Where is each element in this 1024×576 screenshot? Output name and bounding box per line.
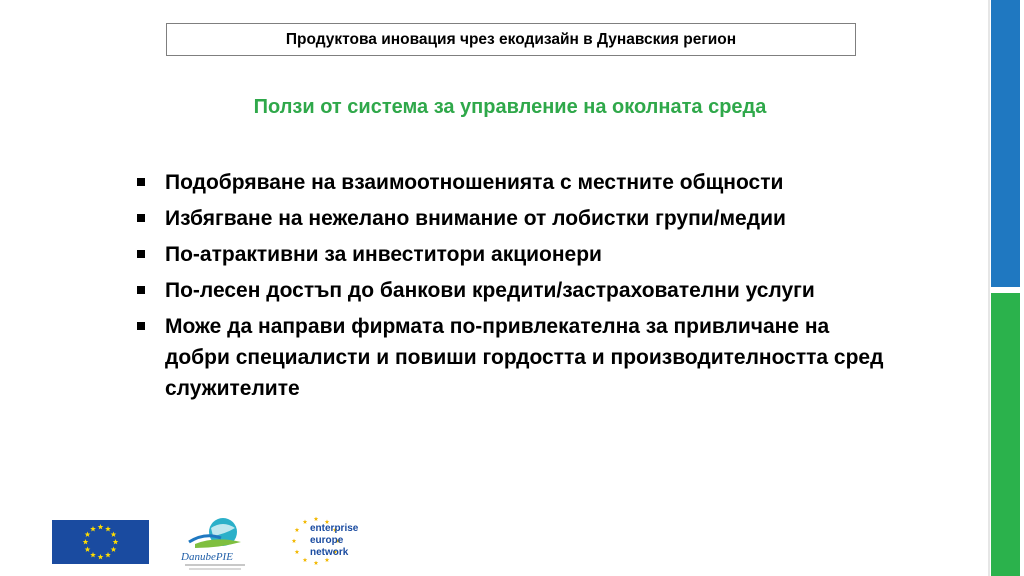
side-bar-green [991,293,1020,576]
een-star-icon [303,520,308,524]
een-star-icon [325,558,330,562]
bullet-text: Може да направи фирмата по-привлекателна за привличане на добри специалисти и повиши гордостта и производителността сред служителите [165,315,884,400]
eu-flag-logo [52,520,149,564]
bullet-square-icon [137,286,145,294]
een-star-icon [292,539,297,543]
een-line3: network [310,547,349,558]
een-star-icon [295,550,300,554]
bullet-text: Подобряване на взаимоотношенията с местните общности [165,171,784,194]
bullet-square-icon [137,214,145,222]
bullet-item [137,203,897,234]
header-title-box [166,23,856,56]
een-star-icon [295,528,300,532]
danubepie-wordmark: DanubePIE [181,551,233,563]
bullet-item [137,275,897,306]
bullet-text: По-лесен достъп до банкови кредити/застрахователни услуги [165,279,815,302]
side-bar-blue [991,0,1020,287]
een-star-icon [303,558,308,562]
bullet-square-icon [137,322,145,330]
bullet-square-icon [137,178,145,186]
slide-subtitle: Ползи от система за управление на околната среда [253,96,767,118]
danubepie-logo [175,514,257,572]
header-title: Продуктова иновация чрез екодизайн в Дунавския регион [285,30,737,48]
enterprise-europe-network-logo [290,514,375,568]
bullet-list [137,167,897,409]
een-line2: europe [310,535,344,546]
een-star-icon [314,517,319,521]
bullet-item [137,167,897,198]
bullet-item [137,311,897,404]
bullet-text: Избягване на нежелано внимание от лобистки групи/медии [165,207,786,230]
side-divider [988,0,990,576]
bullet-item [137,239,897,270]
een-star-icon [314,561,319,565]
een-line1: enterprise [310,523,359,534]
bullet-square-icon [137,250,145,258]
bullet-text: По-атрактивни за инвеститори акционери [165,243,602,266]
